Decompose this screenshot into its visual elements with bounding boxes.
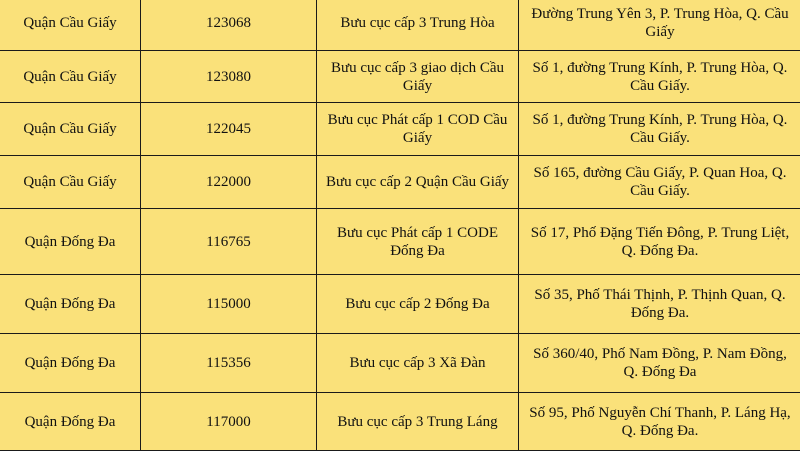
district-cell: Quận Cầu Giấy (0, 51, 141, 103)
postal-code-cell: 116765 (141, 209, 317, 275)
postal-code-cell: 117000 (141, 393, 317, 451)
district-cell: Quận Đống Đa (0, 334, 141, 393)
district-cell: Quận Đống Đa (0, 275, 141, 334)
table-row (0, 393, 800, 451)
postal-code-cell: 115356 (141, 334, 317, 393)
address-cell: Số 1, đường Trung Kính, P. Trung Hòa, Q. Cầu Giấy. (519, 51, 800, 103)
postal-code-cell: 122000 (141, 156, 317, 209)
post-office-cell: Bưu cục cấp 3 Trung Hòa (317, 0, 519, 51)
district-cell: Quận Cầu Giấy (0, 0, 141, 51)
table-row (0, 275, 800, 334)
district-cell: Quận Đống Đa (0, 209, 141, 275)
address-cell: Số 35, Phố Thái Thịnh, P. Thịnh Quan, Q. Đống Đa. (519, 275, 800, 334)
table-row (0, 209, 800, 275)
district-cell: Quận Cầu Giấy (0, 103, 141, 156)
address-cell: Đường Trung Yên 3, P. Trung Hòa, Q. Cầu Giấy (519, 0, 800, 51)
post-office-cell: Bưu cục Phát cấp 1 CODE Đống Đa (317, 209, 519, 275)
postal-code-cell: 122045 (141, 103, 317, 156)
post-office-cell: Bưu cục cấp 3 Xã Đàn (317, 334, 519, 393)
table-row (0, 156, 800, 209)
postal-code-cell: 115000 (141, 275, 317, 334)
postal-code-cell: 123068 (141, 0, 317, 51)
post-office-cell: Bưu cục cấp 2 Đống Đa (317, 275, 519, 334)
table-row (0, 103, 800, 156)
address-cell: Số 1, đường Trung Kính, P. Trung Hòa, Q. Cầu Giấy. (519, 103, 800, 156)
address-cell: Số 165, đường Cầu Giấy, P. Quan Hoa, Q. Cầu Giấy. (519, 156, 800, 209)
table-row (0, 334, 800, 393)
address-cell: Số 360/40, Phố Nam Đồng, P. Nam Đồng, Q. Đống Đa (519, 334, 800, 393)
table-row (0, 0, 800, 51)
post-office-cell: Bưu cục cấp 3 Trung Láng (317, 393, 519, 451)
address-cell: Số 95, Phố Nguyễn Chí Thanh, P. Láng Hạ, Q. Đống Đa. (519, 393, 800, 451)
postal-code-cell: 123080 (141, 51, 317, 103)
address-cell: Số 17, Phố Đặng Tiến Đông, P. Trung Liệt, Q. Đống Đa. (519, 209, 800, 275)
post-office-cell: Bưu cục cấp 3 giao dịch Cầu Giấy (317, 51, 519, 103)
district-cell: Quận Đống Đa (0, 393, 141, 451)
district-cell: Quận Cầu Giấy (0, 156, 141, 209)
post-office-cell: Bưu cục cấp 2 Quận Cầu Giấy (317, 156, 519, 209)
post-office-cell: Bưu cục Phát cấp 1 COD Cầu Giấy (317, 103, 519, 156)
table-row (0, 51, 800, 103)
